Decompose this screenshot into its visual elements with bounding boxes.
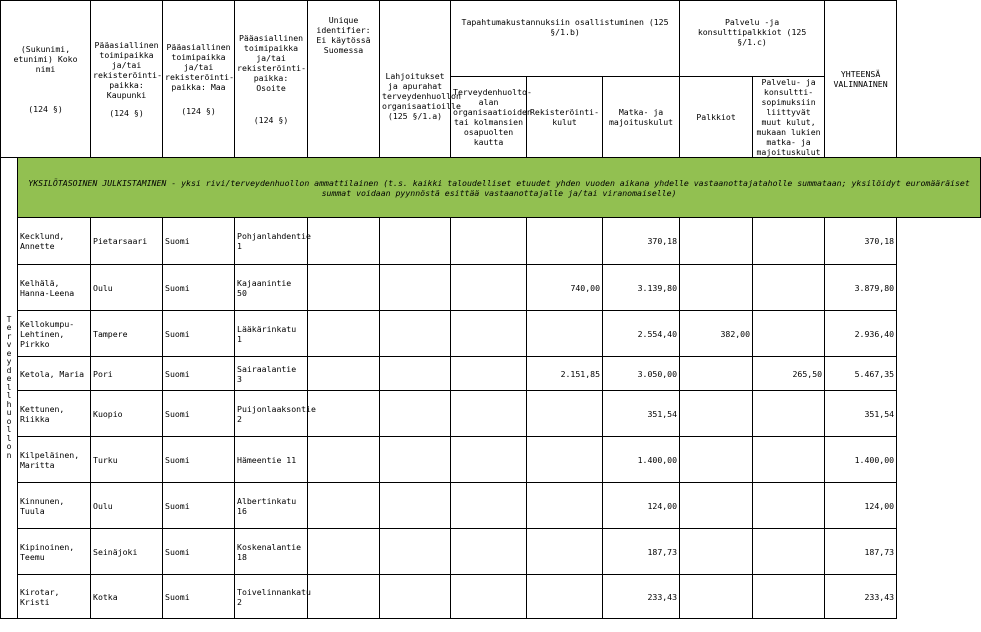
table-row — [1, 357, 981, 391]
cell-event-travel: 233,43 — [603, 575, 680, 619]
table-row — [1, 218, 981, 265]
cell-donations — [380, 575, 451, 619]
cell-total: 2.936,40 — [825, 311, 897, 357]
cell-city: Oulu — [91, 483, 163, 529]
cell-event-registration — [527, 391, 603, 437]
cell-address: Hämeentie 11 — [235, 437, 308, 483]
cell-city: Kotka — [91, 575, 163, 619]
cell-name: Kinnunen, Tuula — [18, 483, 91, 529]
cell-name: Kipinoinen, Teemu — [18, 529, 91, 575]
cell-event-travel: 3.050,00 — [603, 357, 680, 391]
cell-unique-id — [308, 357, 380, 391]
cell-address: Pohjanlahdentie 1 — [235, 218, 308, 265]
header-event-group: Tapahtumakustannuksiin osallistuminen (125 §/1.b) — [451, 1, 680, 77]
cell-address: Kajaanintie 50 — [235, 265, 308, 311]
cell-total: 351,54 — [825, 391, 897, 437]
cell-address: Lääkärinkatu 1 — [235, 311, 308, 357]
cell-event-travel: 2.554,40 — [603, 311, 680, 357]
cell-service-related — [753, 483, 825, 529]
cell-country: Suomi — [163, 575, 235, 619]
header-service-group: Palvelu -ja konsulttipalkkiot (125 §/1.c) — [680, 1, 825, 77]
cell-total: 1.400,00 — [825, 437, 897, 483]
cell-name: Kecklund, Annette — [18, 218, 91, 265]
cell-unique-id — [308, 529, 380, 575]
cell-service-related — [753, 265, 825, 311]
cell-service-fees — [680, 391, 753, 437]
cell-event-third-party — [451, 483, 527, 529]
cell-donations — [380, 357, 451, 391]
header-event-third-party: Terveydenhuolto- alan organisaatioiden tai kolmansien osapuolten kautta — [451, 77, 527, 158]
cell-unique-id — [308, 218, 380, 265]
header-address: Pääasiallinen toimipaikka ja/tai rekisteröinti- paikka: Osoite (124 §) — [235, 1, 308, 158]
cell-total: 370,18 — [825, 218, 897, 265]
cell-event-third-party — [451, 575, 527, 619]
cell-service-fees — [680, 575, 753, 619]
cell-service-fees — [680, 483, 753, 529]
header-service-fees: Palkkiot — [680, 77, 753, 158]
table-row — [1, 311, 981, 357]
cell-total: 5.467,35 — [825, 357, 897, 391]
cell-total: 233,43 — [825, 575, 897, 619]
cell-unique-id — [308, 391, 380, 437]
cell-address: Albertinkatu 16 — [235, 483, 308, 529]
cell-service-fees — [680, 437, 753, 483]
cell-city: Pietarsaari — [91, 218, 163, 265]
header-event-registration: Rekisteröinti- kulut — [527, 77, 603, 158]
banner: YKSILÖTASOINEN JULKISTAMINEN - yksi rivi/terveydenhuollon ammattilainen (t.s. kaikki taloudelliset etuudet yhden vuoden aikana yhdelle vastaanottajataholle summataan; yksilöidyt euromääräiset summat voidaan pyynnöstä esittää vastaanottajalle ja/tai viranomaiselle) — [18, 158, 981, 218]
cell-event-travel: 351,54 — [603, 391, 680, 437]
cell-service-related — [753, 529, 825, 575]
cell-service-related — [753, 575, 825, 619]
table-row — [1, 437, 981, 483]
cell-event-third-party — [451, 437, 527, 483]
cell-event-third-party — [451, 357, 527, 391]
cell-event-third-party — [451, 391, 527, 437]
cell-donations — [380, 311, 451, 357]
cell-service-related — [753, 218, 825, 265]
cell-donations — [380, 529, 451, 575]
cell-address: Toivelinnankatu 2 — [235, 575, 308, 619]
cell-service-fees — [680, 265, 753, 311]
cell-country: Suomi — [163, 437, 235, 483]
cell-city: Turku — [91, 437, 163, 483]
cell-city: Kuopio — [91, 391, 163, 437]
cell-event-third-party — [451, 311, 527, 357]
cell-country: Suomi — [163, 218, 235, 265]
header-country: Pääasiallinen toimipaikka ja/tai rekisteröinti- paikka: Maa (124 §) — [163, 1, 235, 158]
cell-service-related: 265,50 — [753, 357, 825, 391]
cell-city: Pori — [91, 357, 163, 391]
cell-event-third-party — [451, 218, 527, 265]
header-unique-id: Unique identifier: Ei käytössä Suomessa — [308, 1, 380, 158]
header-event-travel: Matka- ja majoituskulut — [603, 77, 680, 158]
cell-event-travel: 3.139,80 — [603, 265, 680, 311]
cell-city: Seinäjoki — [91, 529, 163, 575]
cell-event-registration — [527, 483, 603, 529]
cell-event-travel: 187,73 — [603, 529, 680, 575]
cell-country: Suomi — [163, 265, 235, 311]
cell-event-travel: 124,00 — [603, 483, 680, 529]
cell-unique-id — [308, 575, 380, 619]
cell-unique-id — [308, 437, 380, 483]
table-body — [1, 158, 981, 619]
cell-total: 187,73 — [825, 529, 897, 575]
cell-service-related — [753, 311, 825, 357]
cell-unique-id — [308, 311, 380, 357]
cell-service-related — [753, 437, 825, 483]
cell-city: Oulu — [91, 265, 163, 311]
cell-total: 3.879,80 — [825, 265, 897, 311]
cell-event-registration: 740,00 — [527, 265, 603, 311]
header-service-related: Palvelu- ja konsultti- sopimuksiin liittyvät muut kulut, mukaan lukien matka- ja majoituskulut — [753, 77, 825, 158]
table-row — [1, 529, 981, 575]
cell-event-travel: 1.400,00 — [603, 437, 680, 483]
cell-unique-id — [308, 483, 380, 529]
banner-row — [1, 158, 981, 218]
cell-service-fees — [680, 218, 753, 265]
table-row — [1, 575, 981, 619]
cell-address: Sairaalantie 3 — [235, 357, 308, 391]
cell-event-third-party — [451, 529, 527, 575]
cell-donations — [380, 265, 451, 311]
cell-country: Suomi — [163, 529, 235, 575]
header-row-group — [1, 1, 981, 77]
header-name: (Sukunimi, etunimi) Koko nimi (124 §) — [1, 1, 91, 158]
header-donations: Lahjoitukset ja apurahat terveydenhuollon organisaatioille (125 §/1.a) — [380, 1, 451, 158]
side-label: T e r v e y d e l l h u o l l o n — [1, 158, 18, 619]
cell-service-related — [753, 391, 825, 437]
cell-service-fees: 382,00 — [680, 311, 753, 357]
cell-address: Koskenalantie 18 — [235, 529, 308, 575]
table-row — [1, 391, 981, 437]
cell-event-registration — [527, 311, 603, 357]
cell-event-travel: 370,18 — [603, 218, 680, 265]
cell-event-registration — [527, 218, 603, 265]
header-total: YHTEENSÄ VALINNAINEN — [825, 1, 897, 158]
cell-name: Kelhälä, Hanna-Leena — [18, 265, 91, 311]
cell-name: Kilpeläinen, Maritta — [18, 437, 91, 483]
cell-country: Suomi — [163, 357, 235, 391]
cell-name: Ketola, Maria — [18, 357, 91, 391]
cell-donations — [380, 483, 451, 529]
cell-donations — [380, 437, 451, 483]
cell-donations — [380, 391, 451, 437]
cell-total: 124,00 — [825, 483, 897, 529]
cell-name: Kellokumpu-Lehtinen, Pirkko — [18, 311, 91, 357]
cell-event-registration — [527, 575, 603, 619]
cell-country: Suomi — [163, 391, 235, 437]
cell-service-fees — [680, 529, 753, 575]
cell-event-third-party — [451, 265, 527, 311]
cell-event-registration: 2.151,85 — [527, 357, 603, 391]
cell-address: Puijonlaaksontie 2 — [235, 391, 308, 437]
cell-name: Kirotar, Kristi — [18, 575, 91, 619]
cell-city: Tampere — [91, 311, 163, 357]
cell-event-registration — [527, 437, 603, 483]
table-row — [1, 483, 981, 529]
cell-unique-id — [308, 265, 380, 311]
cell-donations — [380, 218, 451, 265]
cell-name: Kettunen, Riikka — [18, 391, 91, 437]
table-row — [1, 265, 981, 311]
header-city: Pääasiallinen toimipaikka ja/tai rekisteröinti- paikka: Kaupunki (124 §) — [91, 1, 163, 158]
cell-country: Suomi — [163, 483, 235, 529]
cell-country: Suomi — [163, 311, 235, 357]
cell-service-fees — [680, 357, 753, 391]
cell-event-registration — [527, 529, 603, 575]
